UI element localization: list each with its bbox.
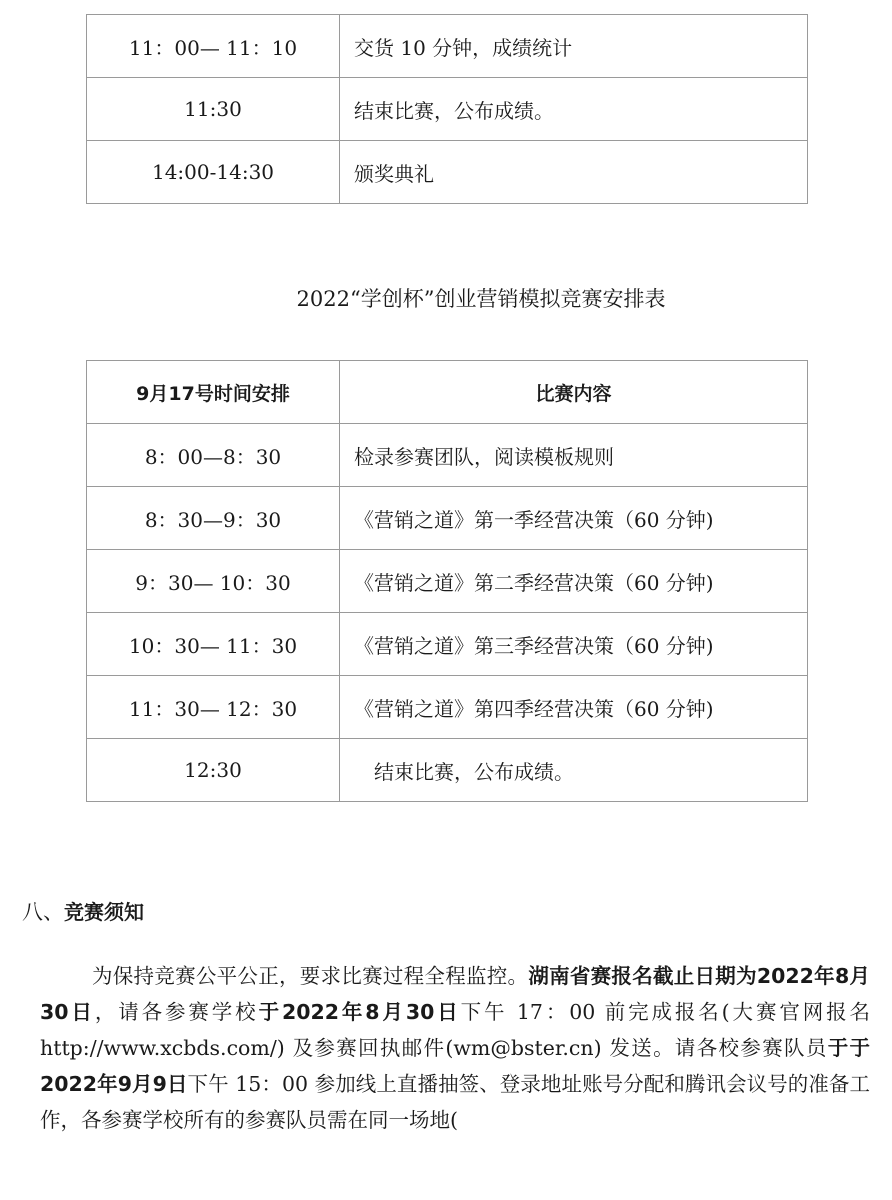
header-time: 9月17号时间安排 bbox=[87, 361, 340, 424]
table-row bbox=[87, 15, 808, 78]
time-cell: 11：30— 12：30 bbox=[87, 676, 340, 739]
notice-paragraph bbox=[40, 958, 870, 1138]
table-row bbox=[87, 424, 808, 487]
time-cell: 8：00—8：30 bbox=[87, 424, 340, 487]
date-text: 于于2022年9月9日 bbox=[40, 1036, 871, 1096]
activity-cell: 《营销之道》第二季经营决策（60 分钟) bbox=[340, 550, 808, 613]
time-cell: 14:00-14:30 bbox=[87, 141, 340, 204]
table-row bbox=[87, 141, 808, 204]
section-number: 八、 bbox=[22, 900, 64, 924]
activity-cell: 《营销之道》第三季经营决策（60 分钟) bbox=[340, 613, 808, 676]
section-title: 竞赛须知 bbox=[64, 900, 144, 924]
time-cell: 11：00— 11：10 bbox=[87, 15, 340, 78]
activity-cell: 结束比赛，公布成绩。 bbox=[340, 739, 808, 802]
table-row bbox=[87, 613, 808, 676]
table-row bbox=[87, 550, 808, 613]
section-heading bbox=[22, 896, 144, 926]
activity-cell: 颁奖典礼 bbox=[340, 141, 808, 204]
time-cell: 12:30 bbox=[87, 739, 340, 802]
activity-cell: 《营销之道》第四季经营决策（60 分钟) bbox=[340, 676, 808, 739]
table-row bbox=[87, 78, 808, 141]
time-cell: 9：30— 10：30 bbox=[87, 550, 340, 613]
header-content: 比赛内容 bbox=[340, 361, 808, 424]
table-row bbox=[87, 487, 808, 550]
table-row bbox=[87, 676, 808, 739]
paragraph-text: 下午 17：00 前完成报名(大赛官网报名 http://www.xcbds.com/) 及参赛回执邮件(wm@bster.cn) 发送。请各校参赛队员 bbox=[40, 1000, 871, 1060]
time-cell: 11:30 bbox=[87, 78, 340, 141]
date-text: 于2022年8月30日 bbox=[258, 1000, 461, 1024]
paragraph-text: 为保持竞赛公平公正，要求比赛过程全程监控。 bbox=[92, 964, 529, 988]
table-row bbox=[87, 739, 808, 802]
activity-cell: 交货 10 分钟，成绩统计 bbox=[340, 15, 808, 78]
schedule-table-continued bbox=[86, 14, 808, 204]
paragraph-text: 下午 15：00 参加线上直播抽签、登录地址账号分配和腾讯会议号的准备工作，各参赛学校所有的参赛队员需在同一场地( bbox=[40, 1072, 870, 1132]
schedule-table bbox=[86, 360, 808, 802]
table-header-row bbox=[87, 361, 808, 424]
paragraph-text: ，请各参赛学校 bbox=[94, 1000, 259, 1024]
deadline-text: 湖南省赛报名截止日期为2022年8月30日 bbox=[40, 964, 871, 1024]
activity-cell: 检录参赛团队，阅读模板规则 bbox=[340, 424, 808, 487]
schedule-title: 2022“学创杯”创业营销模拟竞赛安排表 bbox=[296, 287, 666, 311]
time-cell: 8：30—9：30 bbox=[87, 487, 340, 550]
activity-cell: 《营销之道》第一季经营决策（60 分钟) bbox=[340, 487, 808, 550]
activity-cell: 结束比赛，公布成绩。 bbox=[340, 78, 808, 141]
time-cell: 10：30— 11：30 bbox=[87, 613, 340, 676]
